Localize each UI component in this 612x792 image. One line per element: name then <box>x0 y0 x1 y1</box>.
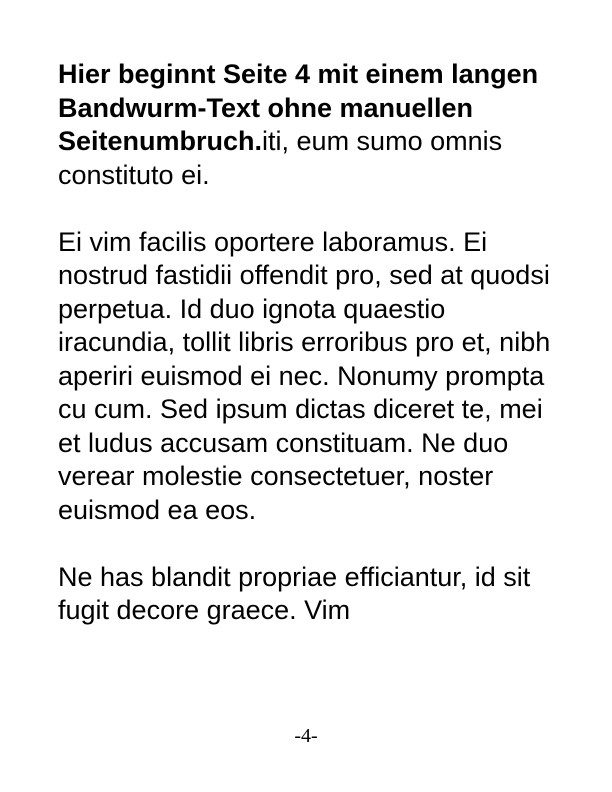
page-body <box>58 58 558 628</box>
paragraph-1-continuation: iti, eum sumo omnis constituto ei. <box>58 126 503 190</box>
paragraph-1 <box>58 58 558 192</box>
paragraph-3: Ne has blandit propriae efficiantur, id sit fugit decore graece. Vim <box>58 561 531 625</box>
paragraph-2: Ei vim facilis oportere laboramus. Ei nostrud fastidii offendit pro, sed at quodsi perpetua. Id duo ignota quaestio iracundia, tollit libris erroribus pro et, nibh aperiri euismod ei nec. Nonumy prompta cu cum. Sed ipsum dictas diceret te, mei et ludus accusam constituam. Ne duo verear molestie consectetuer, noster euismod ea eos. <box>58 226 551 525</box>
bold-heading-text: Hier beginnt Seite 4 mit einem langen Bandwurm-Text ohne manuellen Seitenumbruch. <box>58 59 539 156</box>
page-number: -4- <box>294 725 318 747</box>
